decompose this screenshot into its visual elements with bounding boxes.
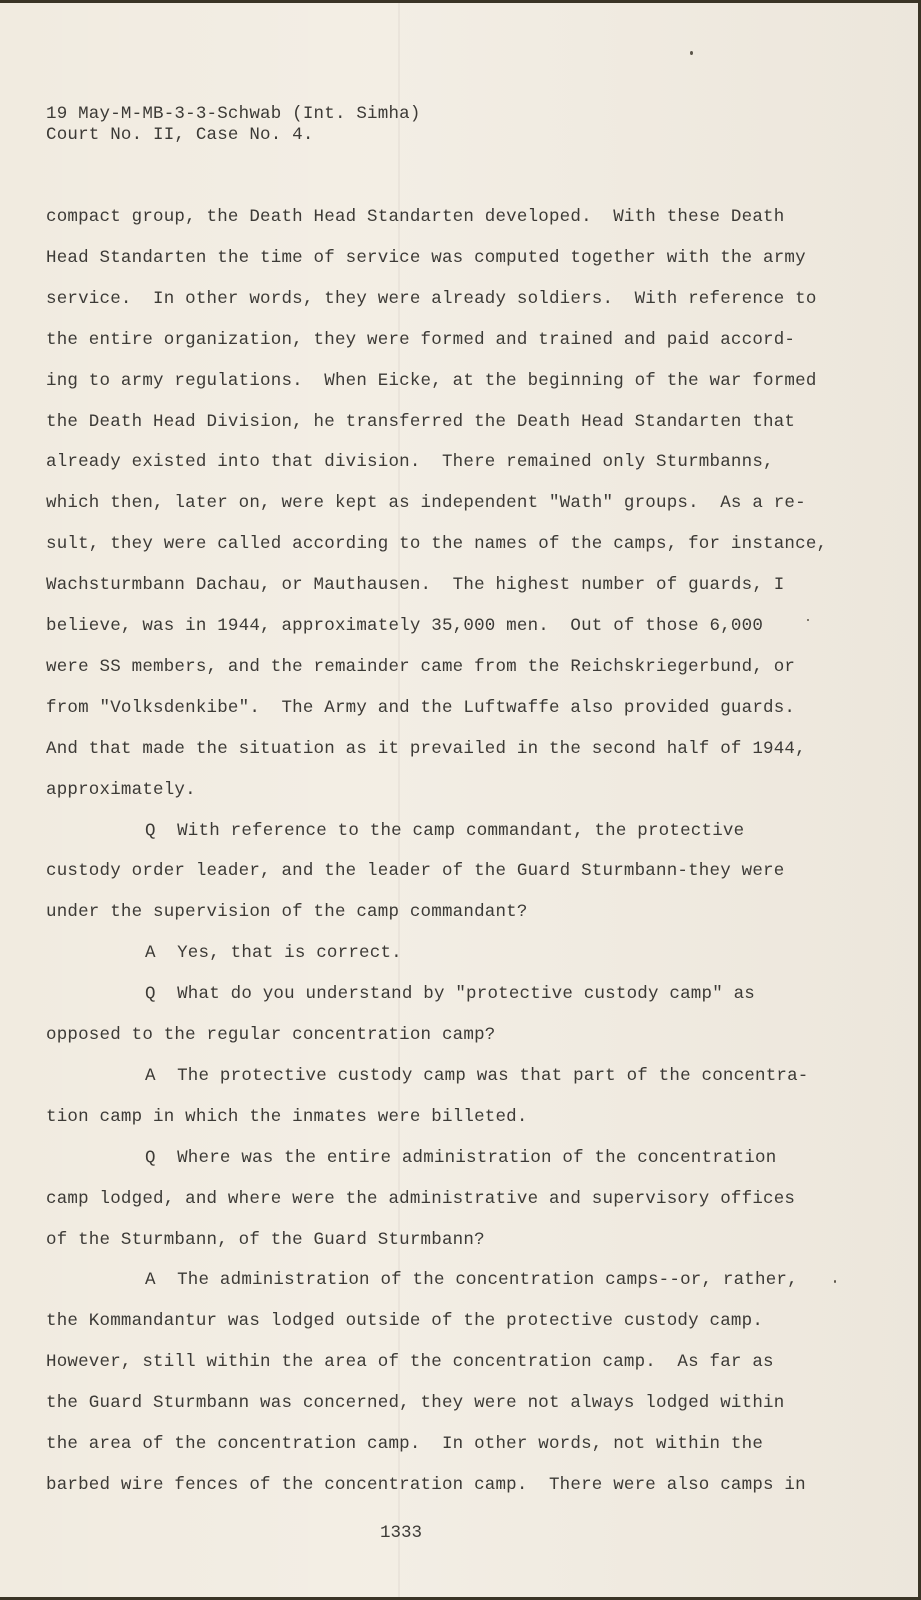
header-court-case: Court No. II, Case No. 4. [46, 125, 314, 145]
transcript-line: the Kommandantur was lodged outside of the protective custody camp. [46, 1311, 764, 1332]
transcript-line: already existed into that division. There remained only Sturmbanns, [46, 452, 774, 473]
transcript-line: Head Standarten the time of service was computed together with the army [46, 247, 806, 268]
transcript-line: the entire organization, they were formed and trained and paid accord- [46, 329, 796, 350]
transcript-line: from "Volksdenkibe". The Army and the Luftwaffe also provided guards. [46, 697, 796, 718]
transcript-line: the Death Head Division, he transferred the Death Head Standarten that [46, 411, 796, 432]
transcript-line: approximately. [46, 779, 196, 800]
transcript-line: under the supervision of the camp commandant? [46, 902, 528, 923]
paper-speck [690, 51, 693, 55]
transcript-qa-line: Q What do you understand by "protective custody camp" as [145, 984, 755, 1005]
transcript-line: of the Sturmbann, of the Guard Sturmbann? [46, 1229, 485, 1250]
transcript-line: camp lodged, and where were the administrative and supervisory offices [46, 1188, 796, 1209]
transcript-line: However, still within the area of the concentration camp. As far as [46, 1352, 774, 1373]
transcript-line: were SS members, and the remainder came from the Reichskriegerbund, or [46, 656, 796, 677]
transcript-qa-line: A The administration of the concentration camps--or, rather, [145, 1270, 798, 1291]
transcript-line: And that made the situation as it prevailed in the second half of 1944, [46, 738, 806, 759]
transcript-line: the area of the concentration camp. In other words, not within the [46, 1434, 764, 1454]
paper-speck [834, 1280, 836, 1283]
document-page [0, 3, 918, 1597]
transcript-qa-line: A The protective custody camp was that part of the concentra- [145, 1065, 809, 1086]
paper-speck [807, 619, 809, 621]
transcript-line: Wachsturmbann Dachau, or Mauthausen. The highest number of guards, I [46, 575, 785, 596]
transcript-qa-line: A Yes, that is correct. [145, 943, 402, 964]
page-number: 1333 [380, 1523, 423, 1543]
transcript-qa-line: Q With reference to the camp commandant, the protective [145, 820, 745, 841]
transcript-line: the Guard Sturmbann was concerned, they were not always lodged within [46, 1393, 785, 1414]
transcript-line: compact group, the Death Head Standarten developed. With these Death [46, 207, 785, 227]
transcript-line: barbed wire fences of the concentration camp. There were also camps in [46, 1474, 806, 1495]
transcript-line: service. In other words, they were already soldiers. With reference to [46, 288, 817, 309]
transcript-line: opposed to the regular concentration camp? [46, 1025, 496, 1045]
transcript-line: ing to army regulations. When Eicke, at the beginning of the war formed [46, 370, 817, 391]
transcript-line: custody order leader, and the leader of the Guard Sturmbann-they were [46, 861, 785, 882]
transcript-line: believe, was in 1944, approximately 35,000 men. Out of those 6,000 [46, 616, 764, 636]
transcript-line: which then, later on, were kept as independent "Wath" groups. As a re- [46, 493, 806, 514]
transcript-line: sult, they were called according to the names of the camps, for instance, [46, 534, 828, 555]
header-case-reference: 19 May-M-MB-3-3-Schwab (Int. Simha) [46, 104, 421, 124]
transcript-qa-line: Q Where was the entire administration of the concentration [145, 1147, 777, 1168]
transcript-line: tion camp in which the inmates were billeted. [46, 1106, 528, 1127]
